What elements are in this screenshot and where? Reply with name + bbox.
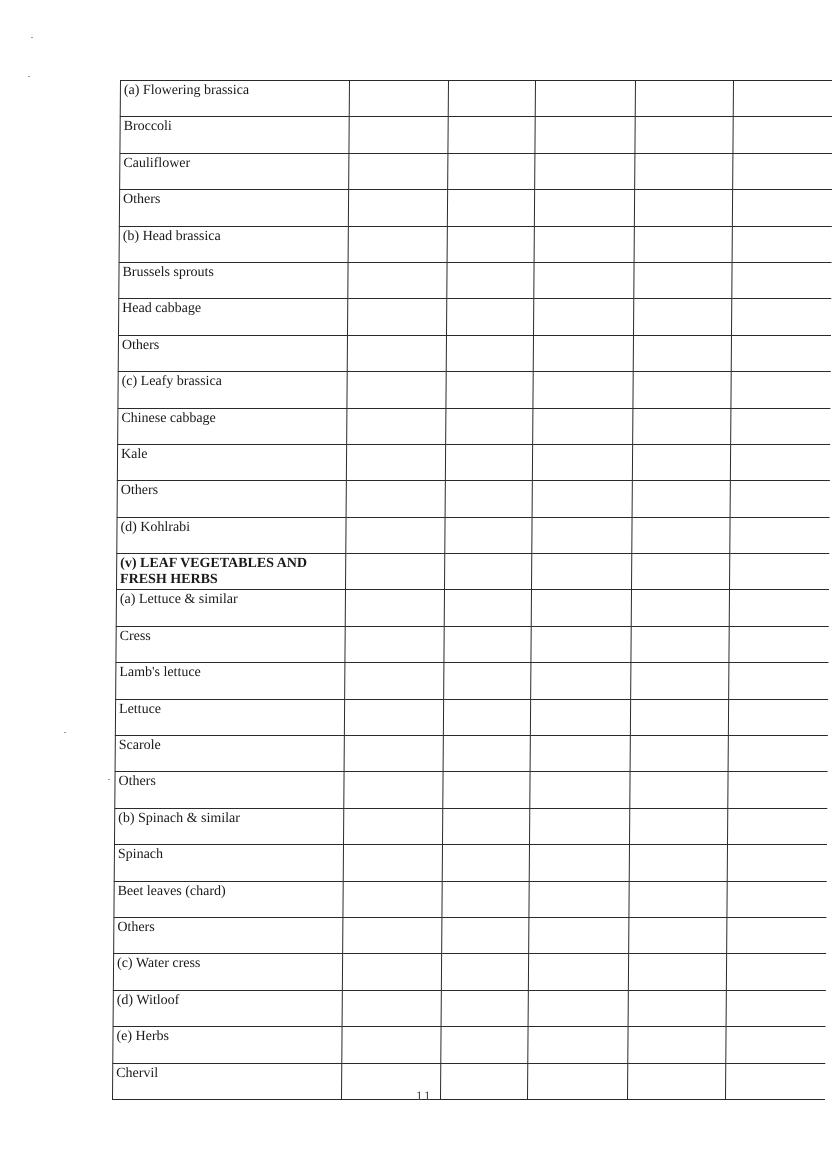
- blank-entry-cell: [534, 226, 634, 262]
- blank-entry-cell: [442, 845, 529, 881]
- blank-entry-cell: [633, 299, 731, 335]
- blank-entry-cell: [634, 262, 732, 298]
- blank-entry-cell: [531, 590, 631, 626]
- blank-entry-cell: [530, 699, 630, 735]
- row-label: Spinach: [114, 845, 343, 881]
- blank-entry-cell: [731, 299, 830, 335]
- blank-entry-cell: [631, 554, 729, 590]
- blank-entry-cell: [728, 772, 827, 808]
- blank-entry-cell: [532, 517, 632, 553]
- scan-speck: [64, 732, 66, 733]
- blank-entry-cell: [528, 1027, 628, 1063]
- blank-entry-cell: [728, 736, 827, 772]
- row-label: (c) Water cress: [113, 954, 342, 990]
- blank-entry-cell: [529, 917, 629, 953]
- blank-entry-cell: [726, 1027, 825, 1063]
- row-label: Others: [119, 190, 348, 226]
- blank-entry-cell: [732, 226, 831, 262]
- blank-entry-cell: [444, 626, 531, 662]
- blank-entry-cell: [441, 990, 528, 1026]
- blank-entry-cell: [633, 408, 731, 444]
- blank-entry-cell: [443, 772, 530, 808]
- blank-entry-cell: [630, 699, 728, 735]
- blank-entry-cell: [443, 699, 530, 735]
- table-row: [118, 372, 830, 408]
- blank-entry-cell: [530, 736, 630, 772]
- blank-entry-cell: [349, 153, 448, 189]
- blank-entry-cell: [727, 808, 826, 844]
- blank-entry-cell: [533, 299, 633, 335]
- blank-entry-cell: [348, 262, 447, 298]
- blank-entry-cell: [447, 190, 534, 226]
- table-row: [112, 1063, 824, 1099]
- blank-entry-cell: [631, 626, 729, 662]
- blank-entry-cell: [349, 117, 448, 153]
- row-label: Brussels sprouts: [119, 262, 348, 298]
- scan-speck: [28, 76, 30, 77]
- table-row: [119, 190, 831, 226]
- blank-entry-cell: [445, 444, 532, 480]
- blank-entry-cell: [442, 917, 529, 953]
- blank-entry-cell: [343, 917, 442, 953]
- blank-entry-cell: [343, 808, 442, 844]
- blank-entry-cell: [342, 954, 441, 990]
- blank-entry-cell: [635, 81, 733, 117]
- blank-entry-cell: [527, 1063, 627, 1099]
- blank-entry-cell: [730, 517, 829, 553]
- blank-entry-cell: [629, 917, 727, 953]
- blank-entry-cell: [346, 444, 445, 480]
- blank-entry-cell: [733, 81, 832, 117]
- row-label: Others: [117, 481, 346, 517]
- row-label: Beet leaves (chard): [114, 881, 343, 917]
- table-row: [115, 736, 827, 772]
- blank-entry-cell: [344, 772, 443, 808]
- table-row: [113, 1027, 825, 1063]
- blank-entry-cell: [729, 626, 828, 662]
- blank-entry-cell: [344, 699, 443, 735]
- blank-entry-cell: [733, 117, 832, 153]
- blank-entry-cell: [533, 408, 633, 444]
- blank-entry-cell: [727, 881, 826, 917]
- blank-entry-cell: [440, 1063, 527, 1099]
- blank-entry-cell: [441, 1027, 528, 1063]
- table-row: [120, 153, 832, 189]
- blank-entry-cell: [529, 881, 629, 917]
- blank-entry-cell: [528, 990, 628, 1026]
- blank-entry-cell: [443, 736, 530, 772]
- row-label: (d) Witloof: [113, 990, 342, 1026]
- table-row: [116, 663, 828, 699]
- commodity-table: [112, 80, 832, 1100]
- table-row: [120, 117, 832, 153]
- blank-entry-cell: [531, 626, 631, 662]
- blank-entry-cell: [727, 917, 826, 953]
- blank-entry-cell: [346, 517, 445, 553]
- blank-entry-cell: [633, 372, 731, 408]
- blank-entry-cell: [635, 153, 733, 189]
- blank-entry-cell: [532, 444, 632, 480]
- row-label: Cauliflower: [120, 153, 349, 189]
- blank-entry-cell: [342, 1027, 441, 1063]
- row-label: Others: [118, 335, 347, 371]
- blank-entry-cell: [627, 1063, 725, 1099]
- blank-entry-cell: [729, 554, 828, 590]
- blank-entry-cell: [628, 1027, 726, 1063]
- blank-entry-cell: [729, 590, 828, 626]
- blank-entry-cell: [344, 736, 443, 772]
- blank-entry-cell: [447, 262, 534, 298]
- blank-entry-cell: [446, 299, 533, 335]
- blank-entry-cell: [629, 845, 727, 881]
- blank-entry-cell: [448, 153, 535, 189]
- row-label: Scarole: [115, 736, 344, 772]
- blank-entry-cell: [632, 444, 730, 480]
- blank-entry-cell: [628, 990, 726, 1026]
- row-label: Lamb's lettuce: [116, 663, 345, 699]
- blank-entry-cell: [348, 226, 447, 262]
- blank-entry-cell: [631, 663, 729, 699]
- table-row: [115, 772, 827, 808]
- table-row: [116, 626, 828, 662]
- blank-entry-cell: [441, 954, 528, 990]
- blank-entry-cell: [629, 881, 727, 917]
- blank-entry-cell: [345, 590, 444, 626]
- blank-entry-cell: [347, 408, 446, 444]
- blank-entry-cell: [534, 190, 634, 226]
- blank-entry-cell: [347, 372, 446, 408]
- table-row: [113, 990, 825, 1026]
- blank-entry-cell: [446, 372, 533, 408]
- row-label: (a) Lettuce & similar: [116, 590, 345, 626]
- blank-entry-cell: [345, 626, 444, 662]
- table-row: [118, 335, 830, 371]
- blank-entry-cell: [632, 481, 730, 517]
- blank-entry-cell: [348, 190, 447, 226]
- blank-entry-cell: [448, 81, 535, 117]
- blank-entry-cell: [442, 881, 529, 917]
- blank-entry-cell: [446, 335, 533, 371]
- blank-entry-cell: [530, 772, 630, 808]
- table-container: [112, 80, 832, 1100]
- blank-entry-cell: [730, 444, 829, 480]
- row-label: (v) LEAF VEGETABLES AND FRESH HERBS: [116, 554, 345, 590]
- blank-entry-cell: [349, 81, 448, 117]
- blank-entry-cell: [725, 1063, 824, 1099]
- table-row: [113, 954, 825, 990]
- blank-entry-cell: [732, 262, 831, 298]
- blank-entry-cell: [347, 299, 446, 335]
- table-row: [114, 917, 826, 953]
- row-label: Cress: [116, 626, 345, 662]
- blank-entry-cell: [628, 954, 726, 990]
- blank-entry-cell: [732, 190, 831, 226]
- row-label: (a) Flowering brassica: [120, 81, 349, 117]
- blank-entry-cell: [444, 554, 531, 590]
- row-label: Kale: [117, 444, 346, 480]
- blank-entry-cell: [629, 808, 727, 844]
- table-row: [118, 299, 830, 335]
- row-label: (e) Herbs: [113, 1027, 342, 1063]
- blank-entry-cell: [342, 990, 441, 1026]
- table-row: [117, 444, 829, 480]
- table-row: [115, 699, 827, 735]
- blank-entry-cell: [442, 808, 529, 844]
- blank-entry-cell: [528, 954, 628, 990]
- blank-entry-cell: [347, 335, 446, 371]
- blank-entry-cell: [731, 372, 830, 408]
- blank-entry-cell: [632, 517, 730, 553]
- blank-entry-cell: [633, 335, 731, 371]
- page-number: 11: [416, 1088, 433, 1103]
- table-row: [117, 517, 829, 553]
- table-row: [114, 808, 826, 844]
- blank-entry-cell: [726, 954, 825, 990]
- table-row: [114, 881, 826, 917]
- blank-entry-cell: [529, 845, 629, 881]
- row-label: (c) Leafy brassica: [118, 372, 347, 408]
- blank-entry-cell: [630, 736, 728, 772]
- blank-entry-cell: [533, 372, 633, 408]
- blank-entry-cell: [630, 772, 728, 808]
- blank-entry-cell: [729, 663, 828, 699]
- table-row: [119, 226, 831, 262]
- table-row: [119, 262, 831, 298]
- row-label: (d) Kohlrabi: [117, 517, 346, 553]
- blank-entry-cell: [731, 408, 830, 444]
- blank-entry-cell: [634, 226, 732, 262]
- blank-entry-cell: [634, 190, 732, 226]
- blank-entry-cell: [533, 335, 633, 371]
- row-label: Broccoli: [120, 117, 349, 153]
- table-row: [120, 81, 832, 117]
- scan-speck: [31, 37, 33, 38]
- blank-entry-cell: [534, 262, 634, 298]
- blank-entry-cell: [447, 226, 534, 262]
- scan-speck: [108, 779, 110, 780]
- blank-entry-cell: [635, 117, 733, 153]
- blank-entry-cell: [445, 481, 532, 517]
- blank-entry-cell: [346, 481, 445, 517]
- row-label: Chervil: [112, 1063, 341, 1099]
- blank-entry-cell: [730, 481, 829, 517]
- blank-entry-cell: [343, 881, 442, 917]
- blank-entry-cell: [726, 990, 825, 1026]
- row-label: Head cabbage: [118, 299, 347, 335]
- blank-entry-cell: [444, 663, 531, 699]
- blank-entry-cell: [531, 554, 631, 590]
- blank-entry-cell: [345, 554, 444, 590]
- blank-entry-cell: [731, 335, 830, 371]
- blank-entry-cell: [446, 408, 533, 444]
- table-body: [112, 81, 832, 1100]
- row-label: Lettuce: [115, 699, 344, 735]
- row-label: Others: [115, 772, 344, 808]
- blank-entry-cell: [531, 663, 631, 699]
- blank-entry-cell: [631, 590, 729, 626]
- row-label: (b) Head brassica: [119, 226, 348, 262]
- blank-entry-cell: [529, 808, 629, 844]
- blank-entry-cell: [535, 81, 635, 117]
- blank-entry-cell: [727, 845, 826, 881]
- blank-entry-cell: [535, 117, 635, 153]
- blank-entry-cell: [733, 153, 832, 189]
- row-label: Others: [114, 917, 343, 953]
- blank-entry-cell: [345, 663, 444, 699]
- table-row: [114, 845, 826, 881]
- blank-entry-cell: [343, 845, 442, 881]
- blank-entry-cell: [448, 117, 535, 153]
- table-heading-row: [116, 554, 828, 590]
- blank-entry-cell: [535, 153, 635, 189]
- table-row: [117, 481, 829, 517]
- blank-entry-cell: [445, 517, 532, 553]
- row-label: Chinese cabbage: [118, 408, 347, 444]
- blank-entry-cell: [728, 699, 827, 735]
- blank-entry-cell: [444, 590, 531, 626]
- table-row: [118, 408, 830, 444]
- row-label: (b) Spinach & similar: [114, 808, 343, 844]
- blank-entry-cell: [532, 481, 632, 517]
- table-row: [116, 590, 828, 626]
